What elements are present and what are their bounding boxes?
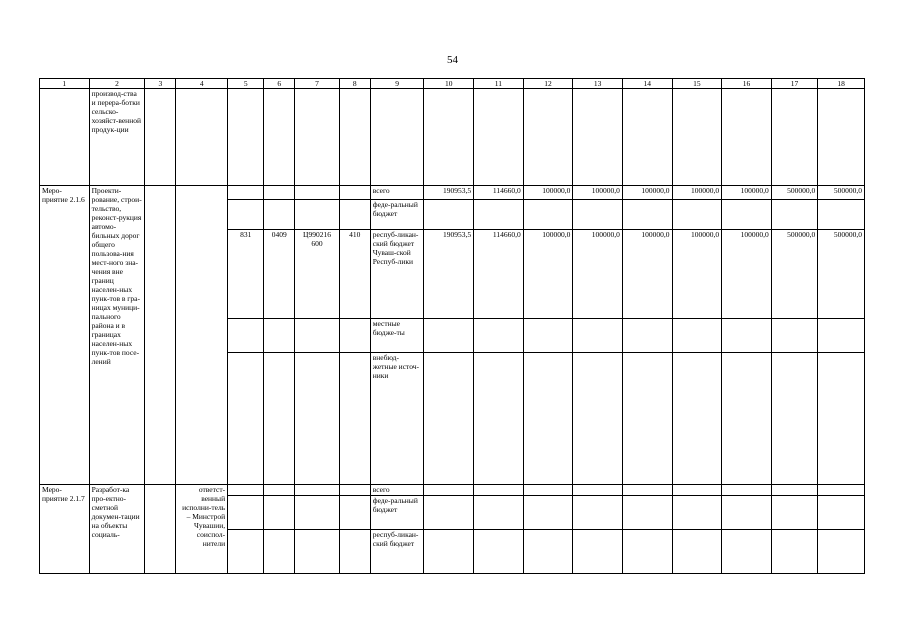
funding-source: местные бюдже-ты [370, 319, 424, 353]
column-number: 3 [145, 79, 176, 89]
table-cell: 100000,0 [622, 230, 672, 319]
column-number: 18 [818, 79, 865, 89]
table-cell: 500000,0 [771, 186, 818, 200]
column-number: 10 [424, 79, 474, 89]
column-number: 2 [89, 79, 145, 89]
column-number: 11 [474, 79, 524, 89]
table-row [40, 186, 865, 200]
column-number: 9 [370, 79, 424, 89]
column-number: 1 [40, 79, 90, 89]
table-cell: 100000,0 [672, 186, 722, 200]
column-number: 6 [264, 79, 295, 89]
table-cell: 500000,0 [771, 230, 818, 319]
column-number: 5 [228, 79, 264, 89]
funding-source: всего [370, 485, 424, 496]
column-number: 7 [295, 79, 339, 89]
table-cell: 100000,0 [573, 186, 623, 200]
table-cell: 100000,0 [722, 230, 772, 319]
table-row [40, 89, 865, 186]
column-number: 15 [672, 79, 722, 89]
activity-name: Проекти-рование, строи-тельство, реконст-рукция автомо-бильных дорог общего пользова-ния мест-ного зна-чения вне границ населен-ных пунк-тов в гра-ницах муници-пального района и в границах населен-ных пунк-тов посе-лений [89, 186, 145, 485]
column-number: 13 [573, 79, 623, 89]
funding-source: респуб-ликан-ский бюджет Чуваш-ской Респуб-лики [370, 230, 424, 319]
grbs-code: 831 [228, 230, 264, 319]
table-cell: 190953,5 [424, 186, 474, 200]
column-numbers-row [40, 79, 865, 89]
funding-source: феде-ральный бюджет [370, 496, 424, 530]
table-cell: 190953,5 [424, 230, 474, 319]
table-cell: 100000,0 [622, 186, 672, 200]
rzpr-code: 0409 [264, 230, 295, 319]
column-number: 12 [523, 79, 573, 89]
funding-source: респуб-ликан-ский бюджет [370, 530, 424, 574]
funding-source: феде-ральный бюджет [370, 200, 424, 230]
column-number: 17 [771, 79, 818, 89]
table-cell: 114660,0 [474, 230, 524, 319]
funding-source: всего [370, 186, 424, 200]
budget-table [39, 78, 865, 574]
vr-code: 410 [339, 230, 370, 319]
column-number: 16 [722, 79, 772, 89]
executor: ответст-венный исполни-тель – Минстрой Чувашии, соиспол-нители [176, 485, 228, 574]
table-cell: 500000,0 [818, 230, 865, 319]
table-cell: 100000,0 [672, 230, 722, 319]
funding-source: внебюд-жетные источ-ники [370, 353, 424, 485]
table-cell: 100000,0 [722, 186, 772, 200]
activity-name: Разработ-ка про-ектно-сметной докумен-тации на объекты социаль- [89, 485, 145, 574]
activity-label: Меро-приятие 2.1.7 [40, 485, 90, 574]
table-cell: 114660,0 [474, 186, 524, 200]
table-cell: 100000,0 [523, 186, 573, 200]
table-cell: 100000,0 [573, 230, 623, 319]
activity-name: производ-ства и перера-ботки сельско-хозяйст-венной продук-ции [89, 89, 145, 186]
page-number: 54 [447, 54, 458, 66]
table-cell: 500000,0 [818, 186, 865, 200]
csr-code: Ц990216 600 [295, 230, 339, 319]
table-row [40, 485, 865, 496]
column-number: 4 [176, 79, 228, 89]
column-number: 14 [622, 79, 672, 89]
column-number: 8 [339, 79, 370, 89]
activity-label: Меро-приятие 2.1.6 [40, 186, 90, 485]
table-cell: 100000,0 [523, 230, 573, 319]
